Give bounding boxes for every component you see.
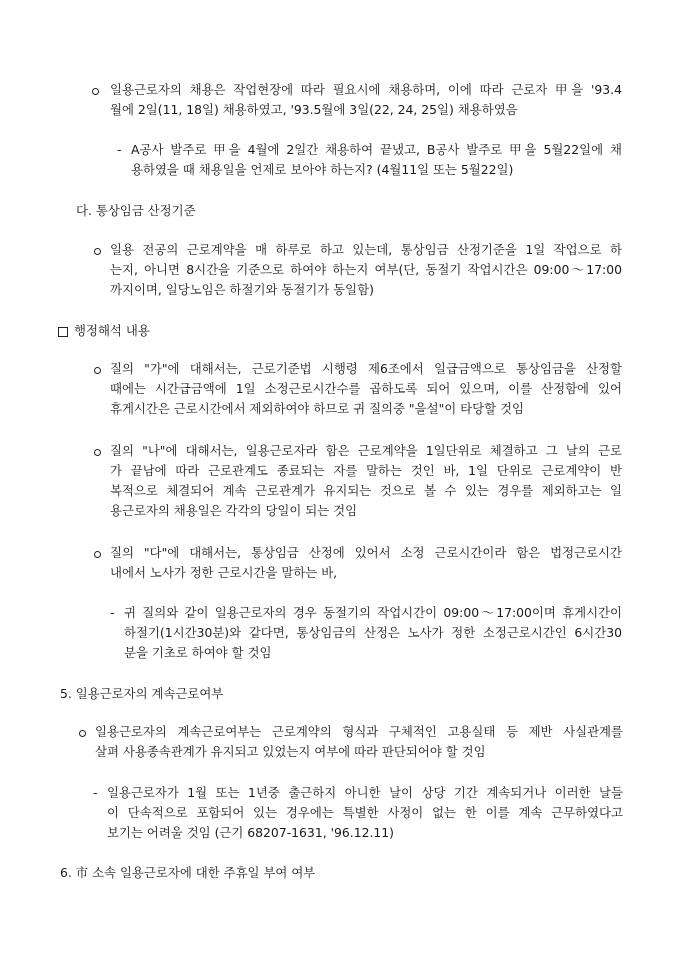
heading-da: 다. 통상임금 산정기준 xyxy=(76,203,196,218)
text-line: 일용근로자의 계속근로여부는 근로계약의 형식과 구체적인 고용실태 등 제반 사실관계를 xyxy=(95,724,623,739)
subparagraph-continuous-work xyxy=(107,783,623,843)
bullet-circle xyxy=(94,551,101,558)
text-line: 때에는 시간급금액에 1일 소정근로시간수를 곱하도록 되어 있으며, 이를 산정함에 있어 xyxy=(110,381,622,396)
text-line: 분을 기초로 하여야 할 것임 xyxy=(124,645,272,660)
text-line: 보기는 어려울 것임 (근기 68207-1631, '96.12.11) xyxy=(107,825,394,840)
text-line: 이 단속적으로 포함되어 있는 경우에는 특별한 사정이 없는 한 이를 계속 근무하였다고 xyxy=(107,805,623,820)
paragraph-continuous-work xyxy=(95,722,623,762)
text-line: 용근로자의 채용일은 각각의 당일이 되는 것임 xyxy=(110,503,358,518)
text-line: 까지이며, 일당노임은 하절기와 동절기가 동일함) xyxy=(110,282,374,297)
text-line: 일용근로자가 1월 또는 1년중 출근하지 아니한 날이 상당 기간 계속되거나 이러한 날들 xyxy=(107,785,623,800)
text-line: 월에 2일(11, 18일) 채용하였고, '93.5월에 3일(22, 24, 25일) 채용하였음 xyxy=(110,102,518,117)
section-admin-interpretation: 행정해석 내용 xyxy=(74,323,150,338)
bullet-circle xyxy=(92,88,99,95)
text-line: 휴게시간은 근로시간에서 제외하여야 하므로 귀 질의중 "을설"이 타당할 것임 xyxy=(110,401,524,416)
paragraph-hiring xyxy=(110,80,622,120)
text-line: A공사 발주로 甲을 4월에 2일간 채용하여 끝냈고, B공사 발주로 甲을 5월22일에 채 xyxy=(131,142,622,157)
subparagraph-answer-da xyxy=(124,603,622,663)
paragraph-answer-ga xyxy=(110,359,622,419)
bullet-circle xyxy=(94,248,101,255)
text-line: 살펴 사용종속관계가 유지되고 있었는지 여부에 따라 판단되어야 할 것임 xyxy=(95,744,486,759)
bullet-circle xyxy=(94,367,101,374)
text-line: 일용 전공의 근로계약을 매 하루로 하고 있는데, 통상임금 산정기준을 1일 작업으로 하 xyxy=(110,242,622,257)
dash-marker: - xyxy=(93,785,98,800)
text-line: 가 끝남에 따라 근로관계도 종료되는 자를 말하는 것인 바, 1일 단위로 근로계약이 반 xyxy=(110,463,622,478)
text-line: 질의 "가"에 대해서는, 근로기준법 시행령 제6조에서 일급금액으로 통상임금을 산정할 xyxy=(110,361,622,376)
text-line: 일용근로자의 채용은 작업현장에 따라 필요시에 채용하며, 이에 따라 근로자 甲을 '93.4 xyxy=(110,82,622,97)
paragraph-answer-na xyxy=(110,441,622,521)
text-line: 질의 "나"에 대해서는, 일용근로자라 함은 근로계약을 1일단위로 체결하고 그 날의 근로 xyxy=(110,443,622,458)
heading-5: 5. 일용근로자의 계속근로여부 xyxy=(60,686,224,701)
paragraph-answer-da xyxy=(110,543,622,583)
text-line: 하절기(1시간30분)와 같다면, 통상임금의 산정은 노사가 정한 소정근로시간인 6시간30 xyxy=(124,625,622,640)
heading-6: 6. 市 소속 일용근로자에 대한 주휴일 부여 여부 xyxy=(60,865,316,880)
subparagraph-hiring-question xyxy=(131,140,622,180)
text-line: 질의 "다"에 대해서는, 통상임금 산정에 있어서 소정 근로시간이라 함은 법정근로시간 xyxy=(110,545,622,560)
dash-marker: - xyxy=(117,142,122,157)
dash-marker: - xyxy=(110,605,115,620)
text-line: 용하였을 때 채용일을 언제로 보아야 하는지? (4월11일 또는 5월22일) xyxy=(131,162,514,177)
text-line: 내에서 노사가 정한 근로시간을 말하는 바, xyxy=(110,565,338,580)
text-line: 는지, 아니면 8시간을 기준으로 하여야 하는지 여부(단, 동절기 작업시간은 09:00～17:00 xyxy=(110,262,622,277)
bullet-circle xyxy=(94,449,101,456)
paragraph-wage-basis xyxy=(110,240,622,300)
section-square-icon xyxy=(58,327,68,337)
bullet-circle xyxy=(79,730,86,737)
text-line: 귀 질의와 같이 일용근로자의 경우 동절기의 작업시간이 09:00～17:00이며 휴게시간이 xyxy=(124,605,622,620)
text-line: 복적으로 체결되어 계속 근로관계가 유지되는 것으로 볼 수 있는 경우를 제외하고는 일 xyxy=(110,483,622,498)
